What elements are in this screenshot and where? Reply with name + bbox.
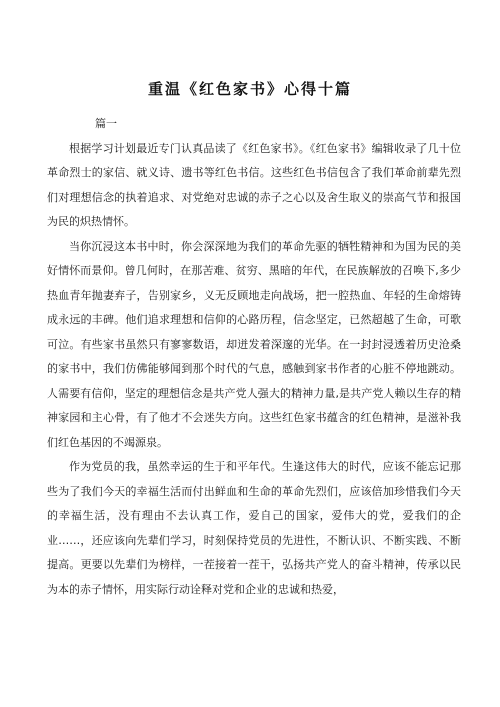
paragraph-2: 当你沉浸这本书中时，你会深深地为我们的革命先驱的牺牲精神和为国为民的美好情怀而景仰。曾几何时，在那苦难、贫穷、黑暗的年代，在民族解放的召唤下,多少热血青年抛妻弃子，告别家乡，义无反顾地走向战场，把一腔热血、年轻的生命熔铸成永远的丰碑。他们追求理想和信仰的心路历程，信念坚定，已然超越了生命，可歌可泣。有些家书虽然只有寥寥数语，却迸发着深邃的光华。在一封封浸透着历史沧桑的家书中，我们仿佛能够闻到那个时代的气息，感触到家书作者的心脏不停地跳动。人需要有信仰，坚定的理想信念是共产党人强大的精神力量,是共产党人赖以生存的精神家园和主心骨，有了他才不会迷失方向。这些红色家书蕴含的红色精神，是滋补我们红色基因的不竭源泉。	[47, 239, 461, 449]
section-label: 篇一	[95, 117, 117, 130]
paragraph-1: 根据学习计划最近专门认真品读了《红色家书》。《红色家书》编辑收录了几十位革命烈士的家信、就义诗、遗书等红色书信。这些红色书信包含了我们革命前辈先烈们对理想信念的执着追求、对党绝对忠诚的赤子之心以及舍生取义的崇高气节和报国为民的炽热情怀。	[47, 141, 461, 228]
document-title: 重温《红色家书》心得十篇	[147, 80, 352, 98]
document-body	[47, 112, 461, 602]
paragraph-3: 作为党员的我，虽然幸运的生于和平年代。生逢这伟大的时代，应该不能忘记那些为了我们今天的幸福生活而付出鲜血和生命的革命先烈们，应该倍加珍惜我们今天的幸福生活，没有理由不去认真工作，爱自己的国家，爱伟大的党，爱我们的企业……，还应该向先辈们学习，时刻保持党员的先进性，不断认识、不断实践、不断提高。更要以先辈们为榜样，一茬接着一茬干，弘扬共产党人的奋斗精神，传承以民为本的赤子情怀，用实际行动诠释对党和企业的忠诚和热爱，	[47, 460, 461, 596]
